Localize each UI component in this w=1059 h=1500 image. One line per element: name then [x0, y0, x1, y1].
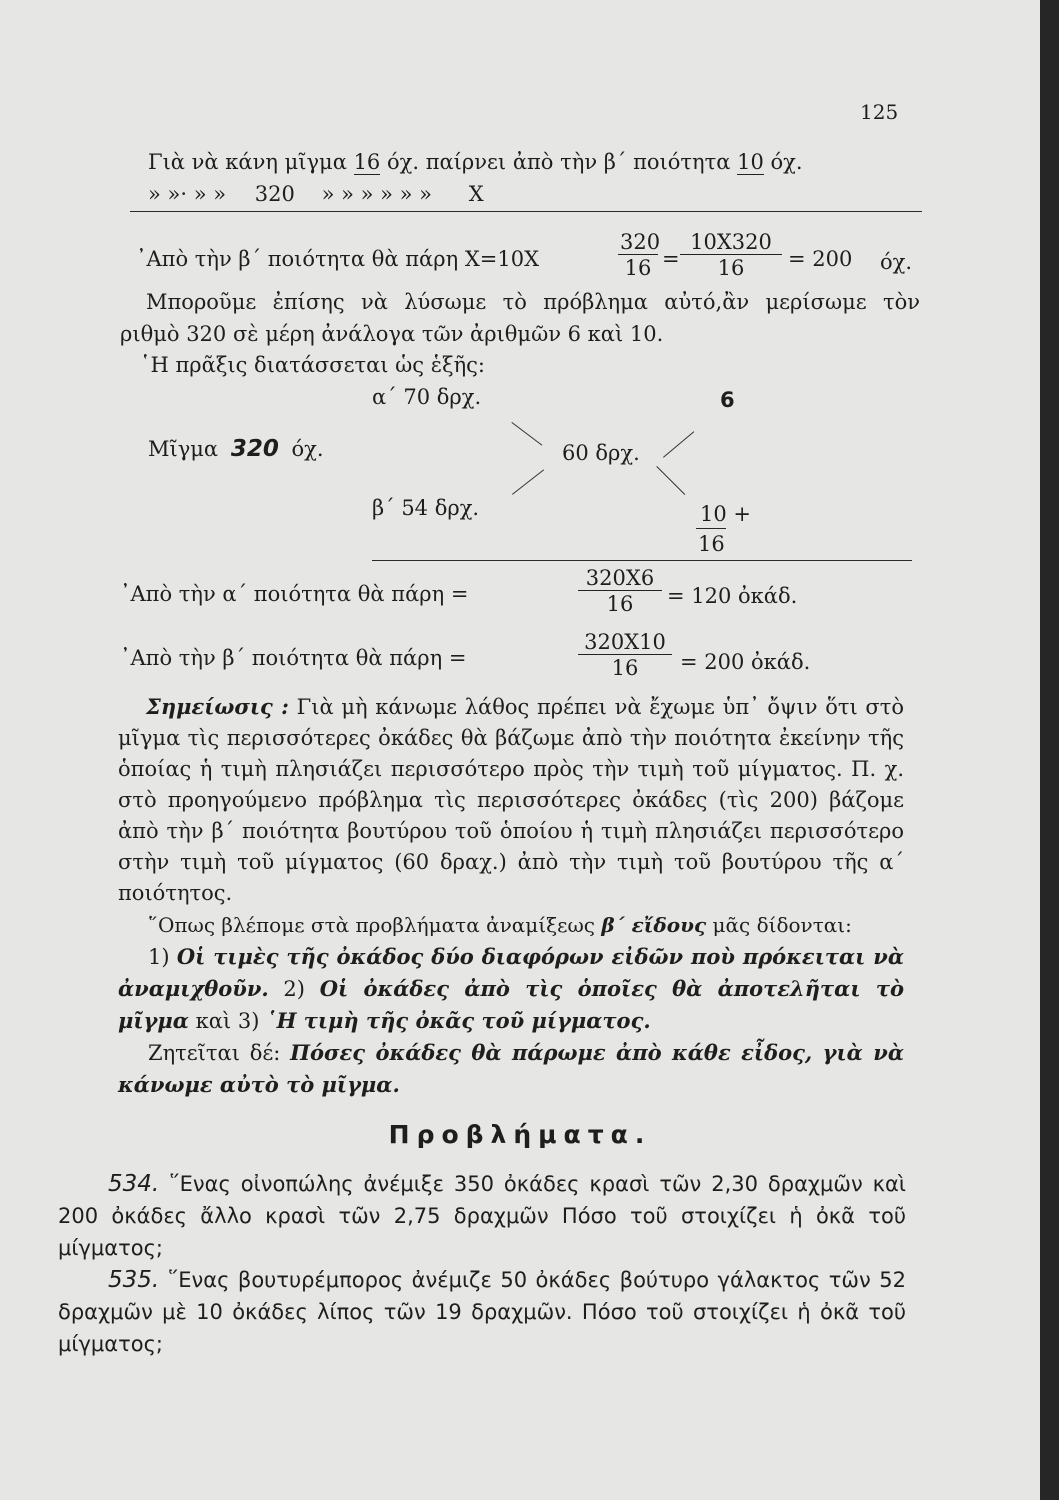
para1-line-2: ριθμὸ 320 σὲ μέρη ἀνάλογα τῶν ἀριθμῶν 6 καὶ 10.: [120, 322, 664, 346]
eq1-equals: =: [662, 247, 680, 271]
diagram-mix-label: Μῖγμα: [148, 437, 219, 461]
rule-top: [130, 211, 922, 212]
summary-ask: [118, 1037, 904, 1101]
diagram-line-tl: [511, 422, 542, 446]
note-label: Σημείωσις :: [146, 694, 289, 719]
problem-534-text: ῞Ενας οἰνοπώλης ἀνέμιξε 350 ὀκάδες κρασὶ τῶν 2,30 δραχμῶν καὶ 200 ὀκάδες ἄλλο κρασὶ τῶν 2,75 δραχμῶν Πόσο τοῦ στοιχίζει ἡ ὀκᾶ τοῦ μίγματος;: [58, 1172, 906, 1260]
page-edge: [1040, 0, 1059, 1500]
summary-lead-c: μᾶς δίδονται:: [712, 913, 852, 937]
problems-heading: Προβλήματα.: [388, 1120, 652, 1149]
eq1-result: = 200: [788, 247, 853, 271]
eq3-num: 320X10: [578, 630, 672, 655]
problem-534-number: 534.: [108, 1171, 160, 1197]
eq1-f1-num: 320: [620, 230, 661, 254]
summary-item3-number: καὶ 3): [195, 1009, 260, 1033]
summary-items: [118, 941, 904, 1037]
problem-534: [58, 1168, 906, 1264]
eq3-result: = 200 ὀκάδ.: [680, 650, 811, 674]
intro-row2-x: X: [468, 182, 484, 206]
rule-middle: [372, 560, 912, 561]
eq1-fraction-1: [618, 230, 661, 281]
diagram-a-label: α΄ 70 δρχ.: [372, 385, 482, 409]
diagram-line-bl: [512, 469, 544, 494]
summary-item1-number: 1): [148, 945, 170, 969]
eq1-f1-den: 16: [624, 256, 652, 280]
eq1-unit: όχ.: [880, 250, 913, 274]
summary-lead: [118, 910, 904, 941]
summary-ask-b: Πόσες ὀκάδες θὰ πάρωμε ἀπὸ κάθε εἶδος, γιὰ νὰ κάνωμε αὐτὸ τὸ μῖγμα.: [118, 1040, 904, 1097]
intro-row2-num: 320: [254, 182, 295, 206]
intro-row1-text-b: όχ. παίρνει ἀπὸ τὴν β΄ ποιότητα: [386, 150, 731, 174]
summary-ask-a: Ζητεῖται δέ:: [148, 1041, 281, 1065]
intro-row2-text-a: » »· » »: [148, 182, 227, 206]
intro-row1-num: 16: [353, 150, 381, 174]
summary-item2-number: 2): [283, 977, 305, 1001]
diagram-mix-unit: όχ.: [291, 437, 324, 461]
diagram-six: 6: [720, 388, 735, 412]
eq3-fraction: [578, 630, 672, 681]
note-paragraph: [118, 691, 904, 909]
eq1-fraction-2: [680, 230, 782, 281]
eq2-prefix: ᾿Απὸ τὴν α΄ ποιότητα θὰ πάρη =: [120, 582, 469, 606]
intro-row1-text-a: Γιὰ νὰ κάνη μῖγμα: [148, 150, 347, 174]
summary-item1: Οἱ τιμὲς τῆς ὀκάδος δύο διαφόρων εἰδῶν ποὺ πρόκειται νὰ ἀναμιχθοῦν.: [118, 944, 904, 1001]
eq1-prefix: ᾿Απὸ τὴν β΄ ποιότητα θὰ πάρη X=10X: [136, 247, 540, 271]
diagram-mix-num: 320: [230, 436, 279, 462]
diagram-line-tr: [663, 431, 694, 457]
diagram-mix: [148, 436, 324, 462]
problem-535-text: ῞Ενας βουτυρέμπορος ἀνέμιζε 50 ὀκάδες βούτυρο γάλακτος τῶν 52 δραχμῶν μὲ 10 ὀκάδες λίπος τῶν 19 δραχμῶν. Πόσο τοῦ στοιχίζει ἡ ὀκᾶ τοῦ μίγματος;: [58, 1268, 906, 1356]
eq3-prefix: ᾿Απὸ τὴν β΄ ποιότητα θὰ πάρη =: [120, 646, 467, 670]
eq1-f2-num: 10X320: [680, 230, 782, 255]
note-text: Γιὰ μὴ κάνωμε λάθος πρέπει νὰ ἔχωμε ὑπ᾿ ὄψιν ὅτι στὸ μῖγμα τὶς περισσότερες ὀκάδες θὰ βάζωμε ἀπὸ τὴν ποιότητα ἐκείνην τῆς ὁποίας ἡ τιμὴ πλησιάζει περισσότερο πρὸς τὴν τιμὴ τοῦ μίγματος. Π. χ. στὸ προηγούμενο πρόβλημα τὶς περισσότερες ὀκάδες (τὶς 200) βάζομε ἀπὸ τὴν β΄ ποιότητα βουτύρου τοῦ ὁποίου ἡ τιμὴ πλησιάζει περισσότερο στὴν τιμὴ τοῦ μίγματος (60 δραχ.) ἀπὸ τὴν τιμὴ τοῦ βουτύρου τῆς α΄ ποιότητος.: [118, 695, 904, 905]
problem-535-number: 535.: [108, 1267, 160, 1293]
diagram-line-br: [656, 466, 685, 495]
praxis-line: ῾Η πρᾶξις διατάσσεται ὡς ἑξῆς:: [140, 353, 485, 377]
diagram-ten: 10 +: [700, 502, 751, 526]
diagram-sum-line: [696, 528, 726, 529]
diagram-b-label: β΄ 54 δρχ.: [372, 496, 480, 520]
summary-item2: Οἱ ὀκάδες ἀπὸ τὶς ὁποῖες θὰ ἀποτελῆται τὸ μῖγμα: [118, 976, 904, 1033]
eq2-den: 16: [606, 592, 634, 616]
eq3-den: 16: [611, 656, 639, 680]
intro-row-1: [148, 150, 803, 174]
intro-row2-text-b: » » » » » »: [321, 182, 433, 206]
eq2-fraction: [578, 566, 662, 617]
eq2-num: 320X6: [578, 566, 662, 591]
summary-lead-b: β΄ εἴδους: [601, 913, 707, 937]
intro-row1-num-c: 10: [737, 150, 764, 174]
summary-item3: ῾Η τιμὴ τῆς ὀκᾶς τοῦ μίγματος.: [266, 1008, 651, 1033]
diagram-sixteen: 16: [698, 532, 725, 556]
diagram-center: 60 δρχ.: [562, 441, 640, 465]
intro-row-2: [148, 182, 484, 206]
intro-row1-unit: όχ.: [770, 150, 803, 174]
summary-lead-a: ῞Οπως βλέπομε στὰ προβλήματα ἀναμίξεως: [148, 913, 595, 937]
eq2-result: = 120 ὀκάδ.: [667, 584, 798, 608]
para1-line-1: Μποροῦμε ἐπίσης νὰ λύσωμε τὸ πρόβλημα αὐτό,ἂν μερίσωμε τὸν: [146, 290, 920, 314]
page-number: 125: [860, 100, 899, 124]
eq1-f2-den: 16: [717, 256, 745, 280]
problem-535: [58, 1264, 906, 1360]
